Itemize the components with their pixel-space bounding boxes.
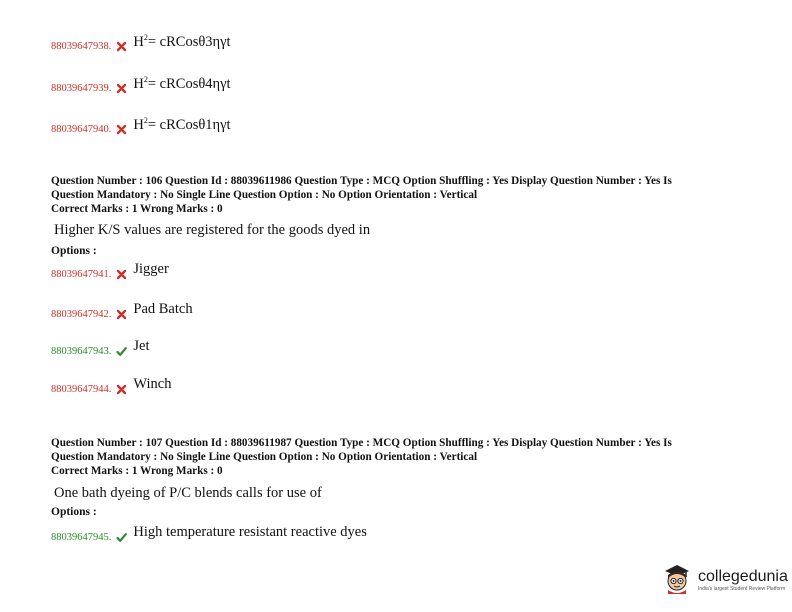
check-mark-icon (116, 530, 127, 541)
option-text: $H^2=$ cRCosθ3ηγt (133, 33, 231, 50)
question-meta-line: Question Number : 107 Question Id : 88039611987 Question Type : MCQ Option Shuffling : Yes Display Question Number : Yes Is (51, 437, 672, 449)
question-meta-line: Question Number : 106 Question Id : 88039611986 Question Type : MCQ Option Shuffling : Yes Display Question Number : Yes Is (51, 175, 672, 187)
wrong-mark-icon (116, 382, 127, 393)
option-id: 88039647940. (51, 124, 112, 136)
question-meta (51, 436, 751, 478)
option-id: 88039647941. (51, 269, 112, 280)
student-mascot-icon (662, 562, 692, 599)
question-meta (51, 174, 751, 216)
option-row (51, 376, 172, 398)
logo-tagline: India's largest Student Review Platform (698, 586, 786, 592)
option-text: Jet (133, 338, 150, 354)
option-row (51, 75, 231, 98)
option-text: Jigger (133, 261, 169, 277)
question-marks: Correct Marks : 1 Wrong Marks : 0 (51, 465, 223, 477)
option-row (51, 524, 367, 546)
logo-name: collegedunia (698, 568, 788, 585)
option-row (51, 116, 231, 139)
options-label: Options : (51, 506, 97, 518)
option-row (51, 261, 169, 283)
option-id: 88039647944. (51, 384, 112, 395)
wrong-mark-icon (116, 307, 127, 318)
option-text: Pad Batch (133, 301, 193, 317)
option-id: 88039647943. (51, 346, 112, 357)
check-mark-icon (116, 344, 127, 355)
wrong-mark-icon (116, 39, 127, 50)
option-text: $H^2=$ cRCosθ4ηγt (133, 75, 231, 92)
option-row (51, 301, 193, 323)
wrong-mark-icon (116, 81, 127, 92)
option-row (51, 338, 150, 360)
option-row (51, 33, 231, 56)
collegedunia-logo (662, 562, 788, 599)
question-text: Higher K/S values are registered for the goods dyed in (54, 222, 371, 238)
option-id: 88039647942. (51, 309, 112, 320)
option-text: $H^2=$ cRCosθ1ηγt (133, 116, 231, 133)
question-marks: Correct Marks : 1 Wrong Marks : 0 (51, 203, 223, 215)
wrong-mark-icon (116, 267, 127, 278)
question-text: One bath dyeing of P/C blends calls for use of (54, 485, 322, 501)
options-label: Options : (51, 245, 97, 257)
option-text: High temperature resistant reactive dyes (133, 524, 367, 540)
option-id: 88039647945. (51, 532, 112, 543)
option-text: Winch (133, 376, 172, 392)
question-meta-line: Question Mandatory : No Single Line Question Option : No Option Orientation : Vertical (51, 451, 478, 463)
option-id: 88039647938. (51, 41, 112, 53)
wrong-mark-icon (116, 122, 127, 133)
option-id: 88039647939. (51, 83, 112, 95)
question-meta-line: Question Mandatory : No Single Line Question Option : No Option Orientation : Vertical (51, 189, 478, 201)
